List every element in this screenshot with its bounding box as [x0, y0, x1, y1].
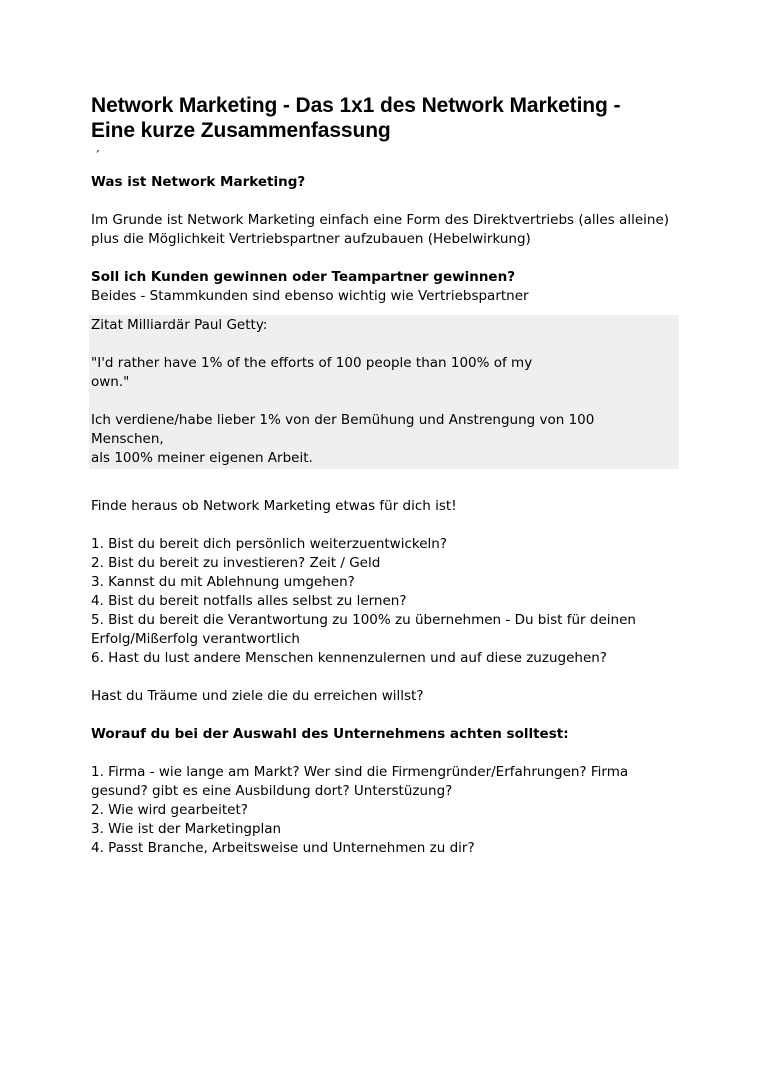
list-item: 4. Bist du bereit notfalls alles selbst zu lernen? [91, 593, 407, 609]
paragraph-definition-line-2: plus die Möglichkeit Vertriebspartner aufzubauen (Hebelwirkung) [91, 231, 531, 247]
quote-english-line-1: "I'd rather have 1% of the efforts of 100 people than 100% of my [91, 355, 533, 371]
quote-english-line-2: own." [91, 374, 130, 390]
quote-german-line-1: Ich verdiene/habe lieber 1% von der Bemühung und Anstrengung von 100 [91, 412, 595, 428]
list-item: 3. Kannst du mit Ablehnung umgehen? [91, 574, 355, 590]
section-heading-company-selection: Worauf du bei der Auswahl des Unternehmens achten solltest: [91, 726, 569, 742]
list-item: 2. Bist du bereit zu investieren? Zeit / Geld [91, 555, 381, 571]
quote-german-line-2: Menschen, [91, 431, 164, 447]
checklist-intro: Finde heraus ob Network Marketing etwas für dich ist! [91, 498, 457, 514]
quote-german-line-3: als 100% meiner eigenen Arbeit. [91, 450, 313, 466]
paragraph-both: Beides - Stammkunden sind ebenso wichtig wie Vertriebspartner [91, 288, 529, 304]
company-criteria-list [91, 763, 681, 858]
title-line-2: Eine kurze Zusammenfassung [91, 119, 391, 142]
document-title [91, 93, 681, 143]
list-item: 1. Bist du bereit dich persönlich weiterzuentwickeln? [91, 536, 447, 552]
list-item: 6. Hast du lust andere Menschen kennenzulernen und auf diese zuzugehen? [91, 650, 607, 666]
list-item: Erfolg/Mißerfolg verantwortlich [91, 631, 300, 647]
quote-box [89, 315, 679, 469]
list-item: 3. Wie ist der Marketingplan [91, 821, 282, 837]
list-item: 4. Passt Branche, Arbeitsweise und Unternehmen zu dir? [91, 840, 475, 856]
section-heading-what-is: Was ist Network Marketing? [91, 174, 306, 190]
paragraph-definition-line-1: Im Grunde ist Network Marketing einfach eine Form des Direktvertriebs (alles alleine) [91, 212, 670, 228]
list-item: 2. Wie wird gearbeitet? [91, 802, 248, 818]
list-item: 5. Bist du bereit die Verantwortung zu 100% zu übernehmen - Du bist für deinen [91, 612, 636, 628]
document-content [91, 93, 681, 858]
list-item: 1. Firma - wie lange am Markt? Wer sind die Firmengründer/Erfahrungen? Firma [91, 764, 629, 780]
checklist [91, 535, 681, 668]
stray-mark: ´ [94, 150, 101, 165]
title-line-1: Network Marketing - Das 1x1 des Network Marketing - [91, 94, 621, 117]
dreams-question: Hast du Träume und ziele die du erreichen willst? [91, 688, 424, 704]
list-item: gesund? gibt es eine Ausbildung dort? Unterstüzung? [91, 783, 453, 799]
section-heading-customers-or-partners: Soll ich Kunden gewinnen oder Teampartner gewinnen? [91, 269, 516, 285]
quote-intro: Zitat Milliardär Paul Getty: [91, 317, 268, 333]
